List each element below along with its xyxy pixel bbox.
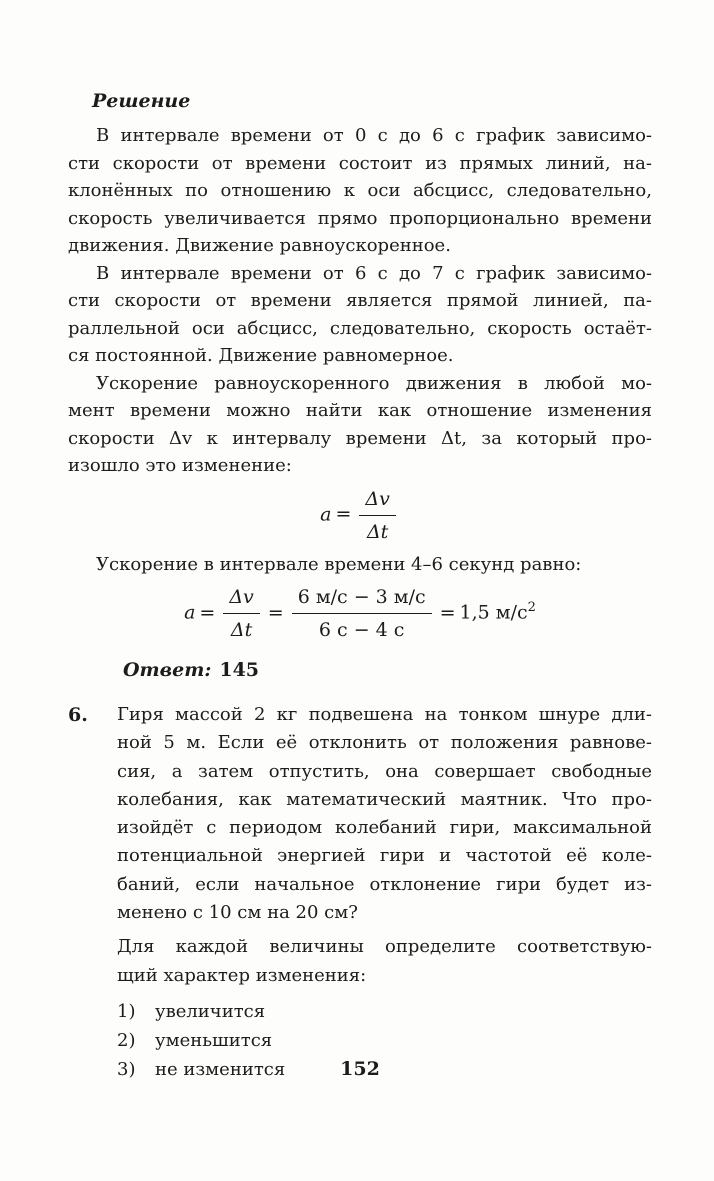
text-line: мент времени можно найти как отношение изменения xyxy=(68,400,652,421)
fraction-denominator: 6 с − 4 с xyxy=(318,619,405,641)
text-line: менено с 10 см на 20 см? xyxy=(117,902,358,924)
solution-paragraph-3 xyxy=(68,370,652,480)
text-line: изошло это изменение: xyxy=(68,455,292,476)
text-line: сти скорости от времени является прямой линией, па- xyxy=(68,290,652,311)
fraction-denominator: Δt xyxy=(366,520,389,543)
text-line: В интервале времени от 0 с до 6 с график зависимо- xyxy=(96,125,652,146)
text-line: раллельной оси абсцисс, следовательно, скорость остаёт- xyxy=(68,317,652,339)
exponent: 2 xyxy=(527,600,536,616)
answer-line xyxy=(123,657,652,684)
list-item xyxy=(117,997,652,1026)
option-label: уменьшится xyxy=(155,1029,273,1051)
fraction xyxy=(292,584,432,643)
question-paragraph-1 xyxy=(117,701,652,927)
question-paragraph-2 xyxy=(117,933,652,990)
page-number: 152 xyxy=(340,1058,380,1080)
text-line: щий характер изменения: xyxy=(117,964,367,986)
text-line: ся постоянной. Движение равномерное. xyxy=(68,345,454,366)
text-line: ной 5 м. Если её отклонить от положения равнове- xyxy=(117,732,652,754)
question-number: 6. xyxy=(68,704,88,726)
text-line: потенциальной энергией гири и частотой её коле- xyxy=(117,845,652,867)
text-line: Для каждой величины определите соответствую- xyxy=(117,936,652,958)
text-line: клонённых по отношению к оси абсцисс, следовательно, xyxy=(68,180,652,201)
fraction-numerator: 6 м/с − 3 м/с xyxy=(292,584,432,614)
option-label: увеличится xyxy=(155,1000,266,1022)
fraction xyxy=(359,486,395,545)
solution-paragraph-1 xyxy=(68,122,652,260)
text-line: скорость увеличивается прямо пропорционально времени xyxy=(68,207,652,229)
text-line: Гиря массой 2 кг подвешена на тонком шнуре дли- xyxy=(117,704,652,725)
question-6 xyxy=(68,701,652,1084)
equals-sign: = xyxy=(439,601,456,624)
fraction-denominator: Δt xyxy=(230,619,253,641)
formula-acceleration-calculation xyxy=(68,584,652,643)
page-content xyxy=(68,88,652,1084)
equals-sign: = xyxy=(267,601,284,624)
fraction-numerator: Δv xyxy=(223,584,259,614)
formula-acceleration-definition xyxy=(68,486,652,545)
text-line: скорости Δv к интервалу времени Δt, за который про- xyxy=(68,427,652,449)
text-line: баний, если начальное отклонение гири будет из- xyxy=(117,873,652,895)
text-line: Ускорение в интервале времени 4–6 секунд равно: xyxy=(96,553,582,575)
option-number: 3) xyxy=(117,1058,136,1080)
text-line: колебания, как математический маятник. Что про- xyxy=(117,788,652,810)
math-variable: a xyxy=(184,601,196,624)
option-number: 2) xyxy=(117,1029,136,1051)
solution-heading: Решение xyxy=(92,90,191,112)
text-line: Ускорение равноускоренного движения в любой мо- xyxy=(96,372,652,394)
equals-sign: = xyxy=(335,503,352,525)
math-variable: a xyxy=(320,503,332,525)
question-body xyxy=(117,701,652,1084)
answer-value: 145 xyxy=(219,659,260,681)
text-line: сия, а затем отпустить, она совершает свободные xyxy=(117,760,652,782)
solution-paragraph-2 xyxy=(68,260,652,370)
option-label: не изменится xyxy=(155,1058,286,1080)
formula-result: 1,5 м/с xyxy=(459,601,528,624)
text-line: сти скорости от времени состоит из прямых линий, на- xyxy=(68,152,652,174)
equals-sign: = xyxy=(199,601,216,624)
text-line: В интервале времени от 6 с до 7 с график зависимо- xyxy=(96,262,652,284)
fraction-numerator: Δv xyxy=(359,486,395,516)
acceleration-interval-sentence xyxy=(68,551,652,579)
text-line: движения. Движение равноускоренное. xyxy=(68,235,451,256)
fraction xyxy=(223,584,259,643)
option-number: 1) xyxy=(117,1000,136,1022)
text-line: изойдёт с периодом колебаний гири, максимальной xyxy=(117,817,652,839)
list-item xyxy=(117,1026,652,1055)
answer-label: Ответ: xyxy=(123,659,212,681)
